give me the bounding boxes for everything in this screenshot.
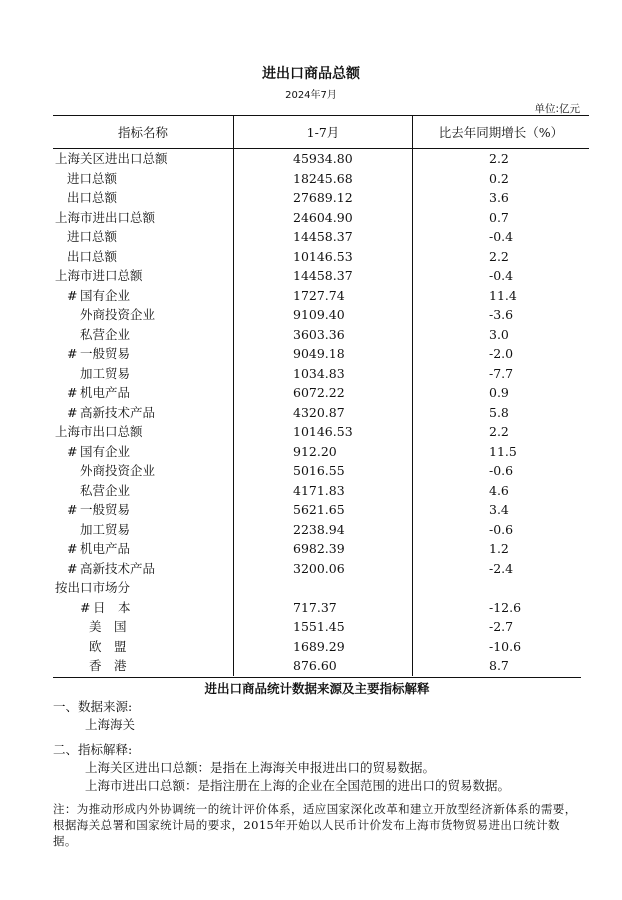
row-indicator-name bbox=[53, 481, 234, 501]
row-growth: 2.2 bbox=[413, 422, 590, 442]
notes-title: 进出口商品统计数据来源及主要指标解释 bbox=[53, 677, 581, 697]
row-label: 外商投资企业 bbox=[80, 307, 156, 322]
row-value: 3603.36 bbox=[234, 325, 413, 345]
row-indicator-name bbox=[53, 461, 234, 481]
table-row bbox=[53, 422, 589, 442]
row-label: 一般贸易 bbox=[80, 346, 131, 361]
row-growth: -7.7 bbox=[413, 364, 590, 384]
row-indicator-name bbox=[53, 383, 234, 403]
row-growth: 0.2 bbox=[413, 169, 590, 189]
table-row bbox=[53, 286, 589, 306]
unit-label: 单位:亿元 bbox=[534, 103, 580, 115]
table-row bbox=[53, 578, 589, 598]
key-indicator-mark: # bbox=[67, 404, 78, 420]
row-label: 按出口市场分 bbox=[55, 580, 131, 595]
table-body bbox=[53, 149, 589, 676]
row-label: 外商投资企业 bbox=[80, 463, 156, 478]
row-label: 上海市出口总额 bbox=[55, 424, 143, 439]
table-row bbox=[53, 188, 589, 208]
row-indicator-name bbox=[53, 325, 234, 345]
row-value: 14458.37 bbox=[234, 227, 413, 247]
row-label: 日 本 bbox=[93, 599, 131, 615]
row-label: 私营企业 bbox=[80, 482, 131, 498]
row-value: 1727.74 bbox=[234, 286, 413, 306]
row-label: 上海市进口总额 bbox=[55, 268, 143, 283]
row-indicator-name bbox=[53, 149, 234, 169]
row-value: 10146.53 bbox=[234, 247, 413, 267]
table-row bbox=[53, 481, 589, 501]
table-row bbox=[53, 637, 589, 657]
row-growth: -2.0 bbox=[413, 344, 590, 364]
row-value: 3200.06 bbox=[234, 559, 413, 579]
table-row bbox=[53, 559, 589, 579]
row-value: 912.20 bbox=[234, 442, 413, 462]
row-label: 进口总额 bbox=[67, 229, 118, 244]
table-row bbox=[53, 598, 589, 618]
row-label: 进口总额 bbox=[67, 170, 118, 186]
row-value: 24604.90 bbox=[234, 208, 413, 228]
row-growth: 11.4 bbox=[413, 286, 590, 306]
column-header-period: 1-7月 bbox=[234, 116, 413, 149]
table-row bbox=[53, 364, 589, 384]
row-label: 出口总额 bbox=[67, 190, 118, 205]
row-label: 国有企业 bbox=[80, 443, 131, 459]
row-growth: 0.9 bbox=[413, 383, 590, 403]
row-growth: -0.4 bbox=[413, 227, 590, 247]
row-label: 私营企业 bbox=[80, 326, 131, 342]
row-indicator-name bbox=[53, 266, 234, 286]
row-indicator-name bbox=[53, 598, 234, 618]
row-growth: 2.2 bbox=[413, 149, 590, 169]
table-row bbox=[53, 149, 589, 169]
row-value: 9049.18 bbox=[234, 344, 413, 364]
row-value: 5621.65 bbox=[234, 500, 413, 520]
row-value: 1689.29 bbox=[234, 637, 413, 657]
row-value bbox=[234, 578, 413, 598]
row-growth: -2.4 bbox=[413, 559, 590, 579]
key-indicator-mark: # bbox=[67, 443, 78, 459]
table-row bbox=[53, 227, 589, 247]
row-indicator-name bbox=[53, 344, 234, 364]
row-value: 18245.68 bbox=[234, 169, 413, 189]
table-row bbox=[53, 656, 589, 676]
table-row bbox=[53, 461, 589, 481]
key-indicator-mark: # bbox=[67, 502, 78, 517]
definition-shanghai-city: 上海市进出口总额：是指注册在上海的企业在全国范围的进出口的贸易数据。 bbox=[85, 778, 511, 793]
table-row bbox=[53, 617, 589, 637]
row-growth: -3.6 bbox=[413, 305, 590, 325]
row-indicator-name bbox=[53, 286, 234, 306]
row-indicator-name bbox=[53, 422, 234, 442]
table-row bbox=[53, 442, 589, 462]
table-row bbox=[53, 325, 589, 345]
row-value: 14458.37 bbox=[234, 266, 413, 286]
key-indicator-mark: # bbox=[67, 287, 78, 303]
row-indicator-name bbox=[53, 403, 234, 423]
key-indicator-mark: # bbox=[80, 599, 91, 615]
row-growth: -2.7 bbox=[413, 617, 590, 637]
row-indicator-name bbox=[53, 656, 234, 676]
report-period: 2024年7月 bbox=[285, 90, 337, 101]
row-label: 美 国 bbox=[89, 619, 127, 634]
row-value: 876.60 bbox=[234, 656, 413, 676]
column-header-growth: 比去年同期增长（%） bbox=[413, 116, 590, 149]
page-title: 进出口商品总额 bbox=[262, 66, 360, 82]
table-row bbox=[53, 247, 589, 267]
row-growth: 8.7 bbox=[413, 656, 590, 676]
row-value: 717.37 bbox=[234, 598, 413, 618]
row-label: 国有企业 bbox=[80, 287, 131, 303]
source-heading: 一、数据来源: bbox=[53, 699, 133, 714]
key-indicator-mark: # bbox=[67, 560, 78, 576]
row-indicator-name bbox=[53, 637, 234, 657]
row-value: 4171.83 bbox=[234, 481, 413, 501]
row-label: 香 港 bbox=[89, 658, 127, 673]
row-value: 45934.80 bbox=[234, 149, 413, 169]
row-label: 高新技术产品 bbox=[80, 404, 156, 420]
row-indicator-name bbox=[53, 227, 234, 247]
row-value: 5016.55 bbox=[234, 461, 413, 481]
table-row bbox=[53, 500, 589, 520]
row-label: 机电产品 bbox=[80, 541, 131, 556]
row-value: 1034.83 bbox=[234, 364, 413, 384]
row-indicator-name bbox=[53, 364, 234, 384]
statistics-table bbox=[53, 115, 589, 676]
key-indicator-mark: # bbox=[67, 385, 78, 400]
row-indicator-name bbox=[53, 442, 234, 462]
row-value: 6982.39 bbox=[234, 539, 413, 559]
row-growth: 3.0 bbox=[413, 325, 590, 345]
row-growth: 3.4 bbox=[413, 500, 590, 520]
row-label: 加工贸易 bbox=[80, 365, 131, 381]
row-growth: -12.6 bbox=[413, 598, 590, 618]
row-indicator-name bbox=[53, 169, 234, 189]
row-indicator-name bbox=[53, 617, 234, 637]
row-label: 高新技术产品 bbox=[80, 560, 156, 576]
table-row bbox=[53, 208, 589, 228]
definition-customs-area: 上海关区进出口总额：是指在上海海关申报进出口的贸易数据。 bbox=[85, 760, 436, 775]
row-growth: -10.6 bbox=[413, 637, 590, 657]
row-value: 9109.40 bbox=[234, 305, 413, 325]
row-growth: -0.6 bbox=[413, 461, 590, 481]
row-indicator-name bbox=[53, 305, 234, 325]
row-indicator-name bbox=[53, 539, 234, 559]
row-label: 上海市进出口总额 bbox=[55, 209, 156, 225]
row-label: 一般贸易 bbox=[80, 502, 131, 517]
row-growth: 4.6 bbox=[413, 481, 590, 501]
row-value: 1551.45 bbox=[234, 617, 413, 637]
row-growth: 0.7 bbox=[413, 208, 590, 228]
row-indicator-name bbox=[53, 520, 234, 540]
row-indicator-name bbox=[53, 188, 234, 208]
row-value: 27689.12 bbox=[234, 188, 413, 208]
row-label: 机电产品 bbox=[80, 385, 131, 400]
row-label: 加工贸易 bbox=[80, 521, 131, 537]
row-growth: 5.8 bbox=[413, 403, 590, 423]
row-growth: -0.4 bbox=[413, 266, 590, 286]
row-growth: 11.5 bbox=[413, 442, 590, 462]
key-indicator-mark: # bbox=[67, 346, 78, 361]
row-value: 2238.94 bbox=[234, 520, 413, 540]
row-indicator-name bbox=[53, 578, 234, 598]
column-header-indicator: 指标名称 bbox=[53, 116, 234, 149]
row-growth: -0.6 bbox=[413, 520, 590, 540]
row-value: 4320.87 bbox=[234, 403, 413, 423]
table-row bbox=[53, 383, 589, 403]
row-indicator-name bbox=[53, 559, 234, 579]
table-row bbox=[53, 520, 589, 540]
table-row bbox=[53, 169, 589, 189]
table-row bbox=[53, 266, 589, 286]
footnote: 注：为推动形成内外协调统一的统计评价体系，适应国家深化改革和建立开放型经济新体系的需要，根据海关总署和国家统计局的要求，2015年开始以人民币计价发布上海市货物贸易进出口统计数据。 bbox=[53, 802, 577, 848]
source-text: 上海海关 bbox=[85, 717, 136, 732]
row-indicator-name bbox=[53, 247, 234, 267]
row-indicator-name bbox=[53, 208, 234, 228]
row-label: 上海关区进出口总额 bbox=[55, 151, 168, 166]
row-label: 出口总额 bbox=[67, 248, 118, 264]
row-label: 欧 盟 bbox=[89, 638, 127, 654]
row-growth: 1.2 bbox=[413, 539, 590, 559]
key-indicator-mark: # bbox=[67, 541, 78, 556]
definitions-heading: 二、指标解释: bbox=[53, 742, 133, 757]
row-growth bbox=[413, 578, 590, 598]
table-row bbox=[53, 539, 589, 559]
table-header-row bbox=[53, 116, 589, 149]
row-value: 6072.22 bbox=[234, 383, 413, 403]
table-row bbox=[53, 403, 589, 423]
table-row bbox=[53, 305, 589, 325]
row-growth: 2.2 bbox=[413, 247, 590, 267]
row-value: 10146.53 bbox=[234, 422, 413, 442]
table-row bbox=[53, 344, 589, 364]
row-indicator-name bbox=[53, 500, 234, 520]
row-growth: 3.6 bbox=[413, 188, 590, 208]
